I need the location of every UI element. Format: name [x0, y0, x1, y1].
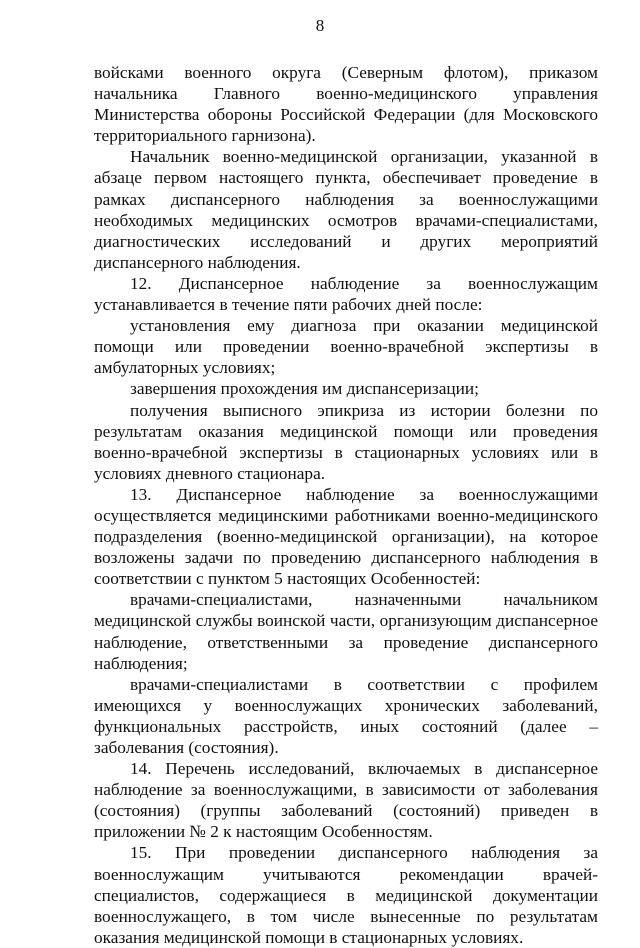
paragraph-item-12-epicrisis: получения выписного эпикриза из истории болезни по результатам оказания медицинской помощи или проведения военно-врачебной экспертизы в стационарных условиях или в условиях дневного стационара. [94, 400, 598, 483]
paragraph-item-13-profile-specialists: врачами-специалистами в соответствии с профилем имеющихся у военнослужащих хронических заболеваний, функциональных расстройств, иных состояний (далее – заболевания (состояния). [94, 674, 598, 757]
paragraph-item-14: 14. Перечень исследований, включаемых в диспансерное наблюдение за военнослужащими, в зависимости от заболевания (состояния) (группы заболеваний (состояний) приведен в приложении № 2 к настоящим Особенностям. [94, 759, 598, 842]
paragraph-item-12-diagnosis: установления ему диагноза при оказании медицинской помощи или проведении военно-врачебной экспертизы в амбулаторных условиях; [94, 316, 598, 378]
paragraph-item-15: 15. При проведении диспансерного наблюдения за военнослужащим учитываются рекомендации врачей-специалистов, содержащиеся в медицинской документации военнослужащего, в том числе вынесенные по результатам оказания медицинской помощи в стационарных условиях. [94, 843, 598, 947]
paragraph-item-12: 12. Диспансерное наблюдение за военнослужащим устанавливается в течение пяти рабочих дней после: [94, 273, 598, 315]
page-number: 8 [315, 16, 325, 35]
paragraph-item-13: 13. Диспансерное наблюдение за военнослужащими осуществляется медицинскими работниками военно-медицинского подразделения (военно-медицинской организации), на которое возложены задачи по проведению диспансерного наблюдения в соответствии с пунктом 5 настоящих Особенностей: [94, 484, 598, 589]
paragraph-item-12-dispensarization: завершения прохождения им диспансеризации; [130, 379, 479, 399]
document-body [94, 62, 598, 948]
paragraph-continuation: войсками военного округа (Северным флотом), приказом начальника Главного военно-медицинского управления Министерства обороны Российской Федерации (для Московского территориального гарнизона). [94, 63, 598, 146]
paragraph-item-13-appointed-specialists: врачами-специалистами, назначенными начальником медицинской службы воинской части, организующим диспансерное наблюдение, ответственными за проведение диспансерного наблюдения; [94, 590, 598, 673]
paragraph-head-responsibility: Начальник военно-медицинской организации, указанной в абзаце первом настоящего пункта, обеспечивает проведение в рамках диспансерного наблюдения за военнослужащими необходимых медицинских осмотров врачами-специалистами, диагностических исследований и других мероприятий диспансерного наблюдения. [94, 147, 598, 272]
